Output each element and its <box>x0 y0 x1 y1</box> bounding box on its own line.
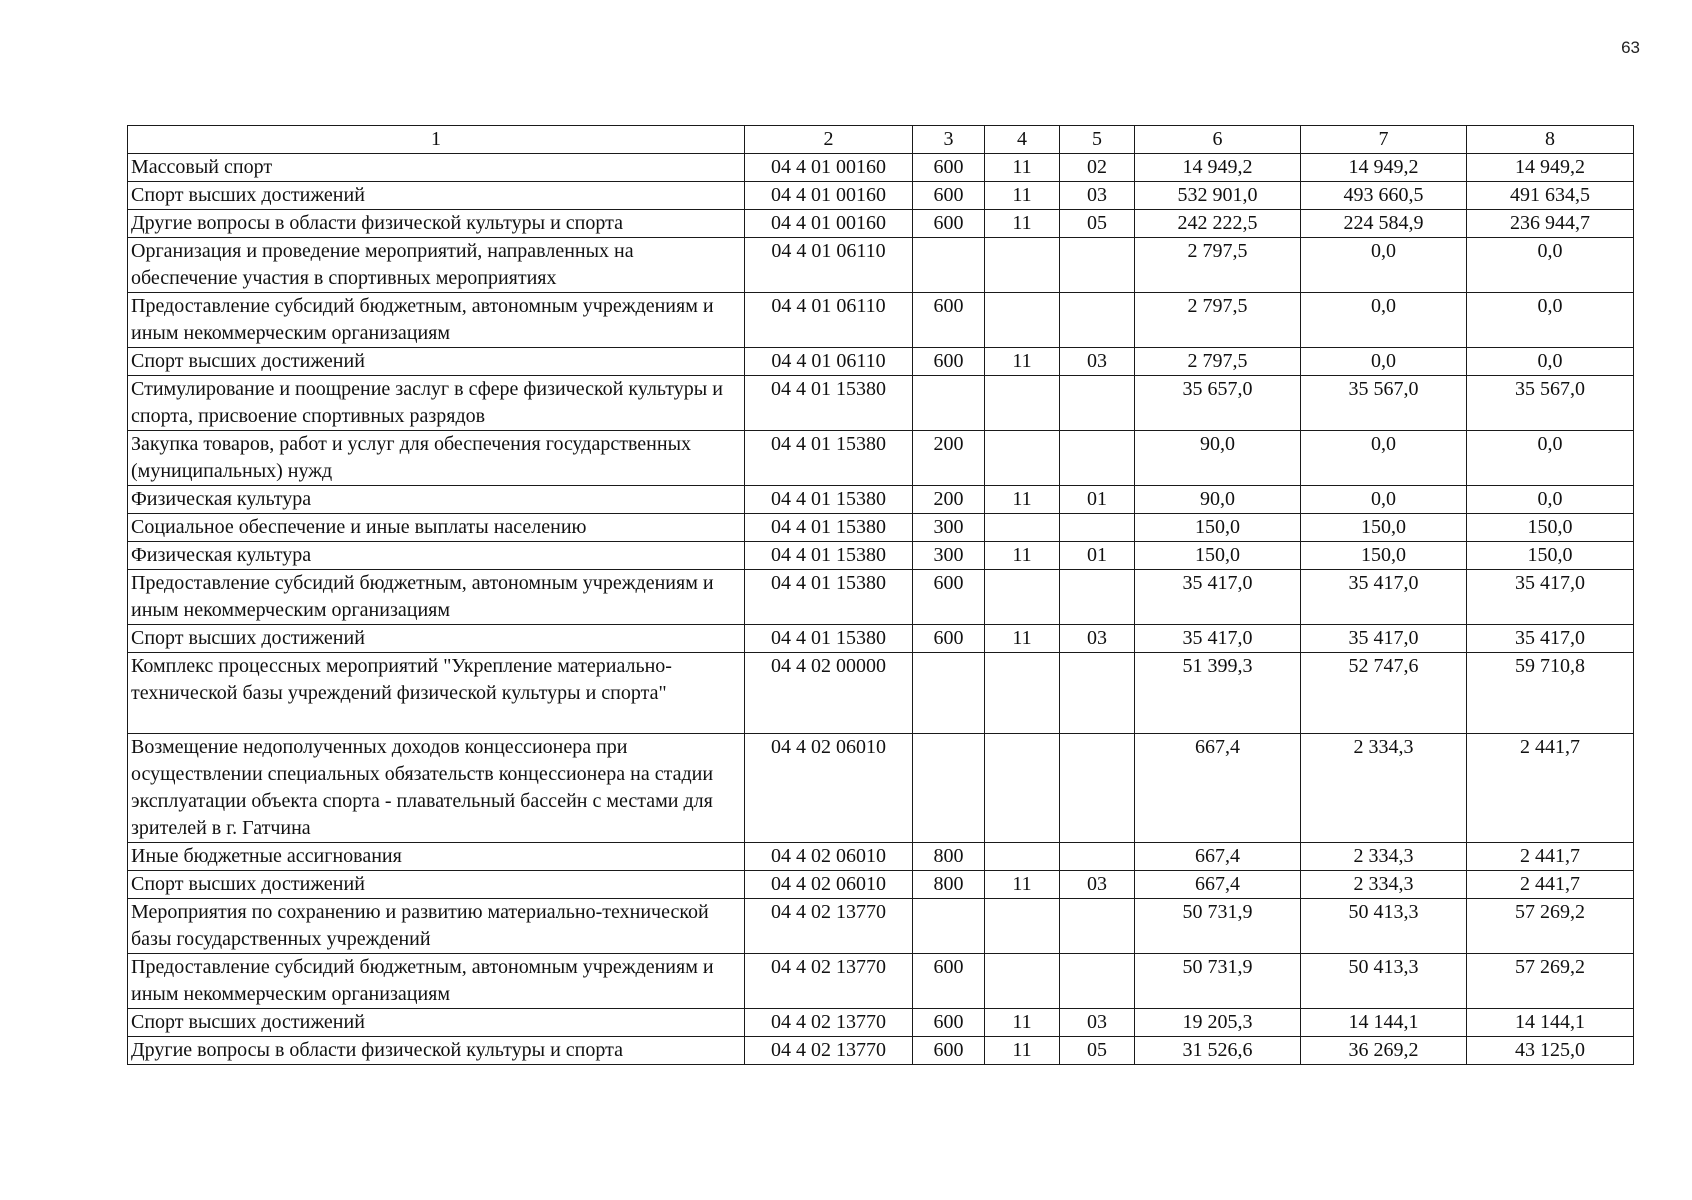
row-code-cell: 04 4 01 00160 <box>745 154 913 182</box>
table-row <box>128 542 1634 570</box>
row-col4-cell: 11 <box>985 542 1060 570</box>
row-code-cell: 04 4 02 06010 <box>745 843 913 871</box>
row-col6-amount-cell: 35 417,0 <box>1135 625 1301 653</box>
row-col4-cell <box>985 293 1060 348</box>
row-col4-cell <box>985 570 1060 625</box>
row-name-cell: Стимулирование и поощрение заслуг в сфере физической культуры и спорта, присвоение спортивных разрядов <box>128 376 745 431</box>
row-col4-cell <box>985 238 1060 293</box>
row-col5-cell <box>1060 376 1135 431</box>
row-col5-cell: 03 <box>1060 1009 1135 1037</box>
row-col4-cell: 11 <box>985 154 1060 182</box>
row-col7-amount-cell: 0,0 <box>1301 348 1467 376</box>
row-col5-cell: 03 <box>1060 182 1135 210</box>
row-col4-cell: 11 <box>985 348 1060 376</box>
row-col7-amount-cell: 0,0 <box>1301 238 1467 293</box>
row-col4-cell: 11 <box>985 871 1060 899</box>
row-col4-cell <box>985 431 1060 486</box>
row-col5-cell: 02 <box>1060 154 1135 182</box>
row-col8-amount-cell: 35 417,0 <box>1467 570 1634 625</box>
table-row <box>128 954 1634 1009</box>
row-col4-cell: 11 <box>985 182 1060 210</box>
row-col4-cell: 11 <box>985 486 1060 514</box>
row-col5-cell <box>1060 431 1135 486</box>
row-col4-cell <box>985 843 1060 871</box>
row-col3-cell: 300 <box>913 514 985 542</box>
row-name-cell: Иные бюджетные ассигнования <box>128 843 745 871</box>
column-header: 3 <box>913 126 985 154</box>
row-col5-cell: 05 <box>1060 210 1135 238</box>
table-row <box>128 1037 1634 1065</box>
column-header: 4 <box>985 126 1060 154</box>
row-code-cell: 04 4 02 13770 <box>745 954 913 1009</box>
row-col4-cell: 11 <box>985 1037 1060 1065</box>
budget-table <box>127 125 1634 1065</box>
row-name-cell: Социальное обеспечение и иные выплаты населению <box>128 514 745 542</box>
row-col5-cell: 01 <box>1060 542 1135 570</box>
row-col6-amount-cell: 667,4 <box>1135 843 1301 871</box>
row-col6-amount-cell: 14 949,2 <box>1135 154 1301 182</box>
row-col3-cell: 600 <box>913 154 985 182</box>
row-col8-amount-cell: 2 441,7 <box>1467 871 1634 899</box>
row-col6-amount-cell: 35 417,0 <box>1135 570 1301 625</box>
row-name-cell: Физическая культура <box>128 542 745 570</box>
row-col3-cell: 800 <box>913 871 985 899</box>
row-col8-amount-cell: 59 710,8 <box>1467 653 1634 734</box>
row-col3-cell: 200 <box>913 486 985 514</box>
row-col6-amount-cell: 2 797,5 <box>1135 293 1301 348</box>
row-name-cell: Предоставление субсидий бюджетным, автономным учреждениям и иным некоммерческим организациям <box>128 570 745 625</box>
row-col4-cell <box>985 376 1060 431</box>
row-col7-amount-cell: 50 413,3 <box>1301 899 1467 954</box>
row-code-cell: 04 4 01 06110 <box>745 293 913 348</box>
row-col4-cell: 11 <box>985 625 1060 653</box>
row-col6-amount-cell: 150,0 <box>1135 542 1301 570</box>
row-col7-amount-cell: 0,0 <box>1301 431 1467 486</box>
row-col5-cell: 03 <box>1060 348 1135 376</box>
row-col6-amount-cell: 50 731,9 <box>1135 954 1301 1009</box>
row-code-cell: 04 4 01 06110 <box>745 238 913 293</box>
row-col6-amount-cell: 19 205,3 <box>1135 1009 1301 1037</box>
row-col7-amount-cell: 35 417,0 <box>1301 625 1467 653</box>
row-col3-cell: 600 <box>913 348 985 376</box>
row-col3-cell: 200 <box>913 431 985 486</box>
row-col8-amount-cell: 150,0 <box>1467 514 1634 542</box>
row-col8-amount-cell: 57 269,2 <box>1467 899 1634 954</box>
row-col8-amount-cell: 35 567,0 <box>1467 376 1634 431</box>
table-row <box>128 843 1634 871</box>
row-col4-cell <box>985 954 1060 1009</box>
row-col8-amount-cell: 236 944,7 <box>1467 210 1634 238</box>
row-name-cell: Комплекс процессных мероприятий "Укрепление материально-технической базы учреждений физической культуры и спорта" <box>128 653 745 734</box>
row-code-cell: 04 4 01 15380 <box>745 570 913 625</box>
table-row <box>128 154 1634 182</box>
row-col7-amount-cell: 14 144,1 <box>1301 1009 1467 1037</box>
row-col6-amount-cell: 242 222,5 <box>1135 210 1301 238</box>
row-name-cell: Массовый спорт <box>128 154 745 182</box>
row-col3-cell: 600 <box>913 954 985 1009</box>
row-col8-amount-cell: 57 269,2 <box>1467 954 1634 1009</box>
row-col4-cell: 11 <box>985 210 1060 238</box>
row-code-cell: 04 4 01 15380 <box>745 625 913 653</box>
row-col5-cell: 03 <box>1060 871 1135 899</box>
row-name-cell: Спорт высших достижений <box>128 1009 745 1037</box>
row-col3-cell: 600 <box>913 1009 985 1037</box>
row-col3-cell: 600 <box>913 570 985 625</box>
row-col7-amount-cell: 0,0 <box>1301 293 1467 348</box>
row-col4-cell <box>985 899 1060 954</box>
row-code-cell: 04 4 01 00160 <box>745 182 913 210</box>
row-col6-amount-cell: 532 901,0 <box>1135 182 1301 210</box>
row-col7-amount-cell: 2 334,3 <box>1301 734 1467 843</box>
row-col6-amount-cell: 2 797,5 <box>1135 238 1301 293</box>
table-row <box>128 210 1634 238</box>
row-col8-amount-cell: 35 417,0 <box>1467 625 1634 653</box>
column-header: 8 <box>1467 126 1634 154</box>
row-col6-amount-cell: 31 526,6 <box>1135 1037 1301 1065</box>
row-name-cell: Спорт высших достижений <box>128 871 745 899</box>
row-name-cell: Спорт высших достижений <box>128 348 745 376</box>
row-col3-cell: 600 <box>913 293 985 348</box>
row-col3-cell <box>913 734 985 843</box>
row-code-cell: 04 4 01 15380 <box>745 431 913 486</box>
row-code-cell: 04 4 02 00000 <box>745 653 913 734</box>
row-col5-cell: 05 <box>1060 1037 1135 1065</box>
row-col7-amount-cell: 35 567,0 <box>1301 376 1467 431</box>
row-col7-amount-cell: 2 334,3 <box>1301 871 1467 899</box>
row-col8-amount-cell: 0,0 <box>1467 293 1634 348</box>
row-col8-amount-cell: 0,0 <box>1467 486 1634 514</box>
table-row <box>128 871 1634 899</box>
table-row <box>128 431 1634 486</box>
row-name-cell: Спорт высших достижений <box>128 182 745 210</box>
row-code-cell: 04 4 02 13770 <box>745 1009 913 1037</box>
table-row <box>128 182 1634 210</box>
column-header: 5 <box>1060 126 1135 154</box>
row-col6-amount-cell: 90,0 <box>1135 486 1301 514</box>
row-col4-cell <box>985 734 1060 843</box>
row-col8-amount-cell: 0,0 <box>1467 431 1634 486</box>
row-name-cell: Физическая культура <box>128 486 745 514</box>
row-col5-cell <box>1060 843 1135 871</box>
row-col5-cell <box>1060 514 1135 542</box>
row-col7-amount-cell: 150,0 <box>1301 542 1467 570</box>
column-header: 2 <box>745 126 913 154</box>
table-row <box>128 1009 1634 1037</box>
row-col8-amount-cell: 2 441,7 <box>1467 843 1634 871</box>
row-col4-cell <box>985 653 1060 734</box>
row-name-cell: Спорт высших достижений <box>128 625 745 653</box>
row-col5-cell: 01 <box>1060 486 1135 514</box>
row-col8-amount-cell: 491 634,5 <box>1467 182 1634 210</box>
row-col8-amount-cell: 150,0 <box>1467 542 1634 570</box>
row-col7-amount-cell: 14 949,2 <box>1301 154 1467 182</box>
table-row <box>128 376 1634 431</box>
row-code-cell: 04 4 02 06010 <box>745 871 913 899</box>
row-col3-cell <box>913 653 985 734</box>
page-number: 63 <box>1621 38 1640 57</box>
row-col7-amount-cell: 36 269,2 <box>1301 1037 1467 1065</box>
row-col8-amount-cell: 43 125,0 <box>1467 1037 1634 1065</box>
row-col5-cell: 03 <box>1060 625 1135 653</box>
row-code-cell: 04 4 01 15380 <box>745 486 913 514</box>
row-code-cell: 04 4 02 13770 <box>745 899 913 954</box>
row-col3-cell: 600 <box>913 625 985 653</box>
table-row <box>128 486 1634 514</box>
row-code-cell: 04 4 02 13770 <box>745 1037 913 1065</box>
row-col6-amount-cell: 667,4 <box>1135 734 1301 843</box>
row-col5-cell <box>1060 653 1135 734</box>
row-name-cell: Предоставление субсидий бюджетным, автономным учреждениям и иным некоммерческим организациям <box>128 954 745 1009</box>
table-row <box>128 734 1634 843</box>
row-name-cell: Закупка товаров, работ и услуг для обеспечения государственных (муниципальных) нужд <box>128 431 745 486</box>
row-col5-cell <box>1060 293 1135 348</box>
row-code-cell: 04 4 01 15380 <box>745 542 913 570</box>
row-name-cell: Другие вопросы в области физической культуры и спорта <box>128 210 745 238</box>
row-col5-cell <box>1060 570 1135 625</box>
row-code-cell: 04 4 02 06010 <box>745 734 913 843</box>
column-header: 6 <box>1135 126 1301 154</box>
row-col6-amount-cell: 51 399,3 <box>1135 653 1301 734</box>
table-row <box>128 625 1634 653</box>
row-col7-amount-cell: 50 413,3 <box>1301 954 1467 1009</box>
row-col6-amount-cell: 90,0 <box>1135 431 1301 486</box>
table-row <box>128 899 1634 954</box>
row-col8-amount-cell: 14 144,1 <box>1467 1009 1634 1037</box>
row-col7-amount-cell: 52 747,6 <box>1301 653 1467 734</box>
row-col7-amount-cell: 0,0 <box>1301 486 1467 514</box>
row-col3-cell <box>913 376 985 431</box>
row-col7-amount-cell: 150,0 <box>1301 514 1467 542</box>
row-col4-cell: 11 <box>985 1009 1060 1037</box>
table-row <box>128 293 1634 348</box>
column-header: 1 <box>128 126 745 154</box>
row-code-cell: 04 4 01 00160 <box>745 210 913 238</box>
row-col8-amount-cell: 2 441,7 <box>1467 734 1634 843</box>
row-name-cell: Другие вопросы в области физической культуры и спорта <box>128 1037 745 1065</box>
row-col7-amount-cell: 493 660,5 <box>1301 182 1467 210</box>
row-col3-cell: 600 <box>913 182 985 210</box>
row-col3-cell <box>913 238 985 293</box>
row-col3-cell: 800 <box>913 843 985 871</box>
row-col6-amount-cell: 2 797,5 <box>1135 348 1301 376</box>
row-name-cell: Предоставление субсидий бюджетным, автономным учреждениям и иным некоммерческим организациям <box>128 293 745 348</box>
row-col3-cell <box>913 899 985 954</box>
row-code-cell: 04 4 01 15380 <box>745 514 913 542</box>
table-row <box>128 348 1634 376</box>
table-row <box>128 570 1634 625</box>
column-header: 7 <box>1301 126 1467 154</box>
row-col5-cell <box>1060 954 1135 1009</box>
row-col5-cell <box>1060 734 1135 843</box>
row-name-cell: Возмещение недополученных доходов концессионера при осуществлении специальных обязательств концессионера на стадии эксплуатации объекта спорта - плавательный бассейн с местами для зрителей в г. Гатчина <box>128 734 745 843</box>
row-col8-amount-cell: 14 949,2 <box>1467 154 1634 182</box>
row-name-cell: Организация и проведение мероприятий, направленных на обеспечение участия в спортивных мероприятиях <box>128 238 745 293</box>
row-col8-amount-cell: 0,0 <box>1467 348 1634 376</box>
table-row <box>128 238 1634 293</box>
row-col5-cell <box>1060 238 1135 293</box>
row-col5-cell <box>1060 899 1135 954</box>
column-number-header-row <box>128 126 1634 154</box>
row-col3-cell: 600 <box>913 210 985 238</box>
row-col4-cell <box>985 514 1060 542</box>
table-row <box>128 514 1634 542</box>
table-row <box>128 653 1634 734</box>
row-col3-cell: 300 <box>913 542 985 570</box>
row-col6-amount-cell: 667,4 <box>1135 871 1301 899</box>
row-code-cell: 04 4 01 06110 <box>745 348 913 376</box>
row-col7-amount-cell: 224 584,9 <box>1301 210 1467 238</box>
row-col7-amount-cell: 2 334,3 <box>1301 843 1467 871</box>
row-col6-amount-cell: 35 657,0 <box>1135 376 1301 431</box>
row-name-cell: Мероприятия по сохранению и развитию материально-технической базы государственных учреждений <box>128 899 745 954</box>
row-code-cell: 04 4 01 15380 <box>745 376 913 431</box>
row-col6-amount-cell: 150,0 <box>1135 514 1301 542</box>
row-col6-amount-cell: 50 731,9 <box>1135 899 1301 954</box>
row-col8-amount-cell: 0,0 <box>1467 238 1634 293</box>
row-col7-amount-cell: 35 417,0 <box>1301 570 1467 625</box>
row-col3-cell: 600 <box>913 1037 985 1065</box>
